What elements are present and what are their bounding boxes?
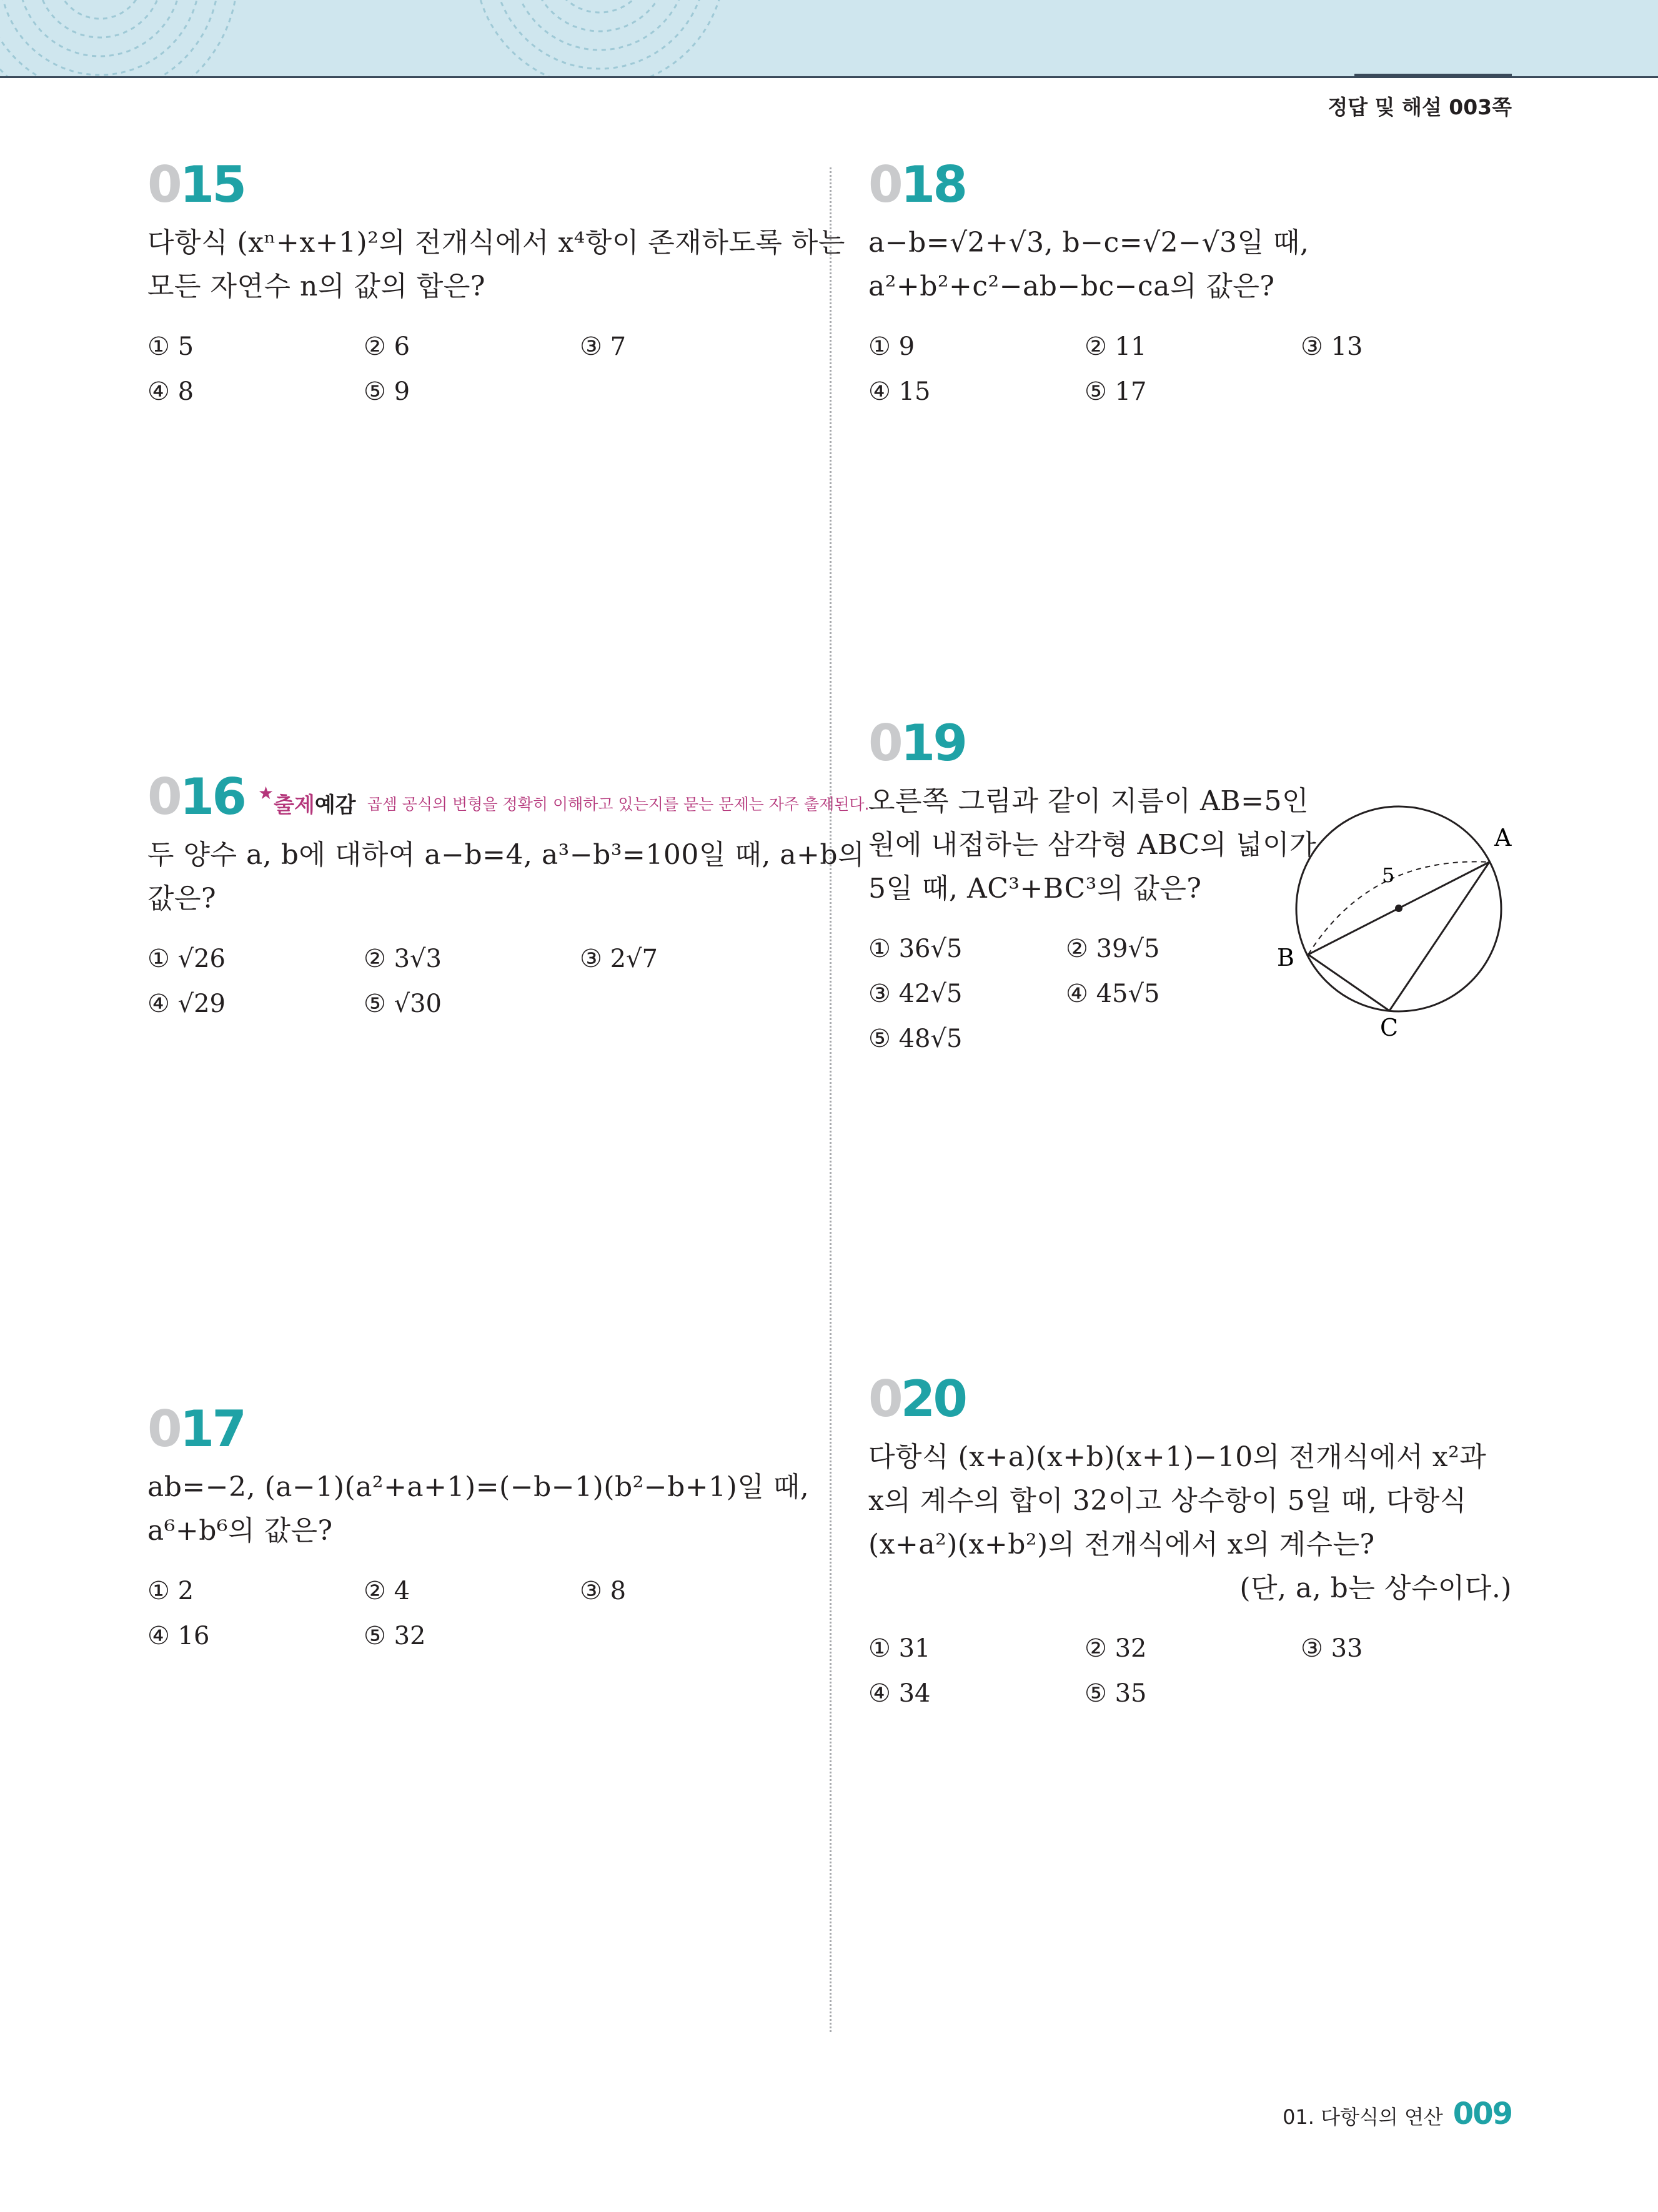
- problem-016: [147, 768, 870, 1023]
- page-footer: [1283, 2096, 1512, 2131]
- question-line: 5일 때, AC³+BC³의 값은?: [868, 873, 1202, 905]
- choice-4[interactable]: ④ 34: [868, 1679, 931, 1708]
- header-band: [0, 0, 1658, 78]
- question-line: 원에 내접하는 삼각형 ABC의 넓이가: [868, 829, 1317, 861]
- choice-2[interactable]: ② 39√5: [1066, 935, 1160, 963]
- choice-1[interactable]: ① 9: [868, 332, 915, 361]
- choices: [868, 1629, 1517, 1713]
- problem-number: 018: [868, 156, 965, 214]
- choice-1[interactable]: ① √26: [147, 945, 226, 973]
- choice-1[interactable]: ① 36√5: [868, 935, 963, 963]
- problem-number: 019: [868, 714, 965, 772]
- choices: [868, 327, 1517, 411]
- column-divider: [830, 167, 831, 2032]
- question-line: 값은?: [147, 883, 217, 915]
- problem-020: [868, 1370, 1517, 1713]
- choice-3[interactable]: ③ 2√7: [580, 945, 658, 973]
- problem-number: 015: [147, 156, 244, 214]
- choice-2[interactable]: ② 6: [364, 332, 410, 361]
- choice-1[interactable]: ① 31: [868, 1634, 931, 1663]
- circle-triangle-figure: [1277, 787, 1527, 1037]
- choices: [147, 1572, 809, 1655]
- choice-3[interactable]: ③ 42√5: [868, 980, 963, 1008]
- problem-017: [147, 1400, 810, 1655]
- exam-prediction-text: 곱셈 공식의 변형을 정확히 이해하고 있는지를 묻는 문제는 자주 출제된다.: [367, 795, 870, 813]
- choice-4[interactable]: ④ √29: [147, 989, 226, 1018]
- header-pattern: [0, 0, 1658, 76]
- choice-2[interactable]: ② 4: [364, 1577, 410, 1605]
- choice-3[interactable]: ③ 33: [1301, 1634, 1363, 1663]
- problem-number: 017: [147, 1400, 244, 1458]
- question-line: a²+b²+c²−ab−bc−ca의 값은?: [868, 270, 1275, 302]
- label-b: B: [1277, 944, 1294, 971]
- question-line: 두 양수 a, b에 대하여 a−b=4, a³−b³=100일 때, a+b의: [147, 839, 865, 871]
- question-line: 다항식 (x+a)(x+b)(x+1)−10의 전개식에서 x²과: [868, 1441, 1487, 1473]
- choice-2[interactable]: ② 32: [1085, 1634, 1147, 1663]
- center-point: [1395, 905, 1402, 912]
- choice-1[interactable]: ① 5: [147, 332, 194, 361]
- segment-bc: [1308, 955, 1389, 1011]
- label-a: A: [1494, 824, 1512, 851]
- choices: [147, 327, 845, 411]
- choice-4[interactable]: ④ 8: [147, 377, 194, 406]
- problem-019: [868, 714, 1317, 1058]
- choice-4[interactable]: ④ 45√5: [1066, 980, 1160, 1008]
- choice-5[interactable]: ⑤ √30: [364, 989, 442, 1018]
- question-line: a−b=√2+√3, b−c=√2−√3일 때,: [868, 227, 1309, 259]
- question-line: (x+a²)(x+b²)의 전개식에서 x의 계수는?: [868, 1529, 1375, 1560]
- choice-5[interactable]: ⑤ 35: [1085, 1679, 1147, 1708]
- choice-4[interactable]: ④ 16: [147, 1622, 210, 1650]
- choice-3[interactable]: ③ 7: [580, 332, 627, 361]
- choice-4[interactable]: ④ 15: [868, 377, 931, 406]
- segment-ac: [1389, 862, 1489, 1011]
- problem-015: [147, 156, 845, 411]
- choice-5[interactable]: ⑤ 48√5: [868, 1024, 963, 1053]
- answer-ref-bar: [1354, 74, 1512, 77]
- chapter-title: 01. 다항식의 연산: [1283, 2105, 1443, 2129]
- choices: [147, 940, 870, 1023]
- question-condition: (단, a, b는 상수이다.): [1239, 1572, 1512, 1604]
- problem-number: 020: [868, 1370, 965, 1428]
- choice-5[interactable]: ⑤ 32: [364, 1622, 426, 1650]
- question-line: 모든 자연수 n의 값의 합은?: [147, 270, 485, 302]
- question-line: 오른쪽 그림과 같이 지름이 AB=5인: [868, 785, 1309, 817]
- problem-header: [147, 768, 870, 826]
- problem-018: [868, 156, 1517, 411]
- choices: [868, 930, 1316, 1058]
- choice-2[interactable]: ② 3√3: [364, 945, 442, 973]
- choice-3[interactable]: ③ 13: [1301, 332, 1363, 361]
- question-line: 다항식 (xⁿ+x+1)²의 전개식에서 x⁴항이 존재하도록 하는: [147, 227, 845, 259]
- choice-5[interactable]: ⑤ 17: [1085, 377, 1147, 406]
- page-number: 009: [1452, 2096, 1512, 2131]
- choice-1[interactable]: ① 2: [147, 1577, 194, 1605]
- answer-reference: 정답 및 해설 003쪽: [1328, 95, 1512, 119]
- question-line: a⁶+b⁶의 값은?: [147, 1515, 333, 1547]
- choice-5[interactable]: ⑤ 9: [364, 377, 410, 406]
- choice-3[interactable]: ③ 8: [580, 1577, 627, 1605]
- exam-prediction-tag: ★ 출제 예감 곱셈 공식의 변형을 정확히 이해하고 있는지를 묻는 문제는 자주 출제된다.: [258, 783, 870, 818]
- star-icon: ★: [258, 783, 274, 803]
- choice-2[interactable]: ② 11: [1085, 332, 1147, 361]
- problem-number: 016: [147, 768, 244, 826]
- question-line: x의 계수의 합이 32이고 상수항이 5일 때, 다항식: [868, 1485, 1467, 1517]
- label-5: 5: [1382, 863, 1395, 887]
- label-c: C: [1380, 1014, 1399, 1037]
- question-line: ab=−2, (a−1)(a²+a+1)=(−b−1)(b²−b+1)일 때,: [147, 1471, 810, 1503]
